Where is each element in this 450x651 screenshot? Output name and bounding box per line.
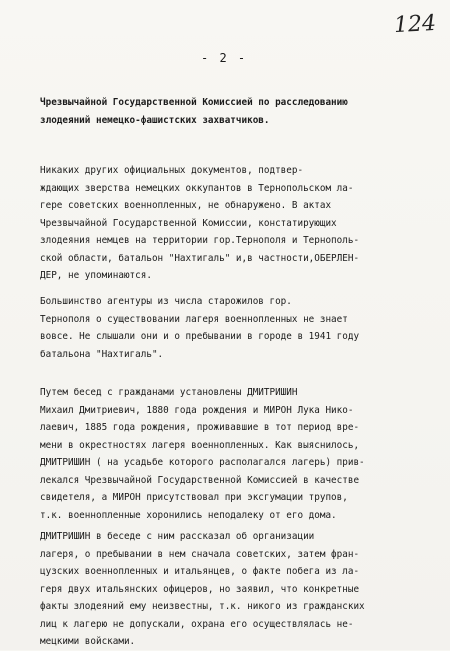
text-line: Никаких других официальных документов, подтвер- [40, 165, 304, 176]
text-line: Путем бесед с гражданами установлены ДМИТРИШИН [40, 387, 298, 398]
text-line: злодеяния немцев на территории гор.Тернополя и Тернополь- [40, 235, 360, 246]
page-number: - 2 - [201, 51, 248, 65]
text-line: гере советских военнопленных, не обнаружено. В актах [40, 200, 332, 211]
text-line: мени в окрестностях лагеря военнопленных. Как выяснилось, [40, 439, 360, 451]
text-line: вовсе. Не слышали они и о пребывании в городе в 1941 году [40, 331, 360, 342]
text-line: геря двух итальянских офицеров, но заявил, что конкретные [40, 583, 360, 595]
text-line: мецкими войсками. [40, 636, 136, 647]
text-line: факты злодеяний ему неизвестны, т.к. никого из гражданских [40, 601, 365, 612]
paragraph-1 [40, 162, 435, 285]
text-line: батальона "Нахтигаль". [40, 348, 164, 360]
text-line: ской области, батальон "Нахтигаль" и,в частности,ОБЕРЛЕН- [40, 252, 360, 264]
paragraph-4 [40, 528, 435, 651]
text-line: цузских военнопленных и итальянцев, о факте побега из ла- [40, 566, 360, 577]
text-line: лагеря, о пребывании в нем сначала советских, затем фран- [40, 548, 360, 560]
folio-number: 124 [393, 10, 437, 39]
text-line: Большинство агентуры из числа старожилов гор. [40, 296, 292, 307]
text-line: Чрезвычайной Государственной Комиссией по расследованию [40, 97, 348, 108]
text-line: злодеяний немецко-фашистских захватчиков. [40, 114, 270, 126]
heading-continuation [40, 94, 435, 129]
text-line: Тернополя о существовании лагеря военнопленных не знает [40, 313, 348, 325]
text-line: лекался Чрезвычайной Государственной Комиссией в качестве [40, 474, 360, 486]
text-line: лаевич, 1885 года рождения, проживавшие в тот период вре- [40, 422, 360, 433]
text-line: ДМИТРИШИН в беседе с ним рассказал об организации [40, 531, 315, 542]
paragraph-3 [40, 384, 435, 524]
text-line: ждающих зверства немецких оккупантов в Тернопольском ла- [40, 182, 354, 194]
text-line: Чрезвычайной Государственной Комиссии, констатирующих [40, 217, 337, 229]
text-line: т.к. военнопленные хоронились неподалеку от его дома. [40, 509, 337, 521]
text-line: свидетеля, а МИРОН присутствовал при эксгумации трупов, [40, 492, 348, 503]
text-line: лиц к лагерю не допускали, охрана его осуществлялась не- [40, 618, 354, 630]
text-line: Михаил Дмитриевич, 1880 года рождения и МИРОН Лука Нико- [40, 404, 354, 416]
text-line: ДЕР, не упоминаются. [40, 270, 152, 281]
paragraph-2 [40, 293, 435, 363]
text-line: ДМИТРИШИН ( на усадьбе которого располагался лагерь) прив- [40, 457, 365, 468]
